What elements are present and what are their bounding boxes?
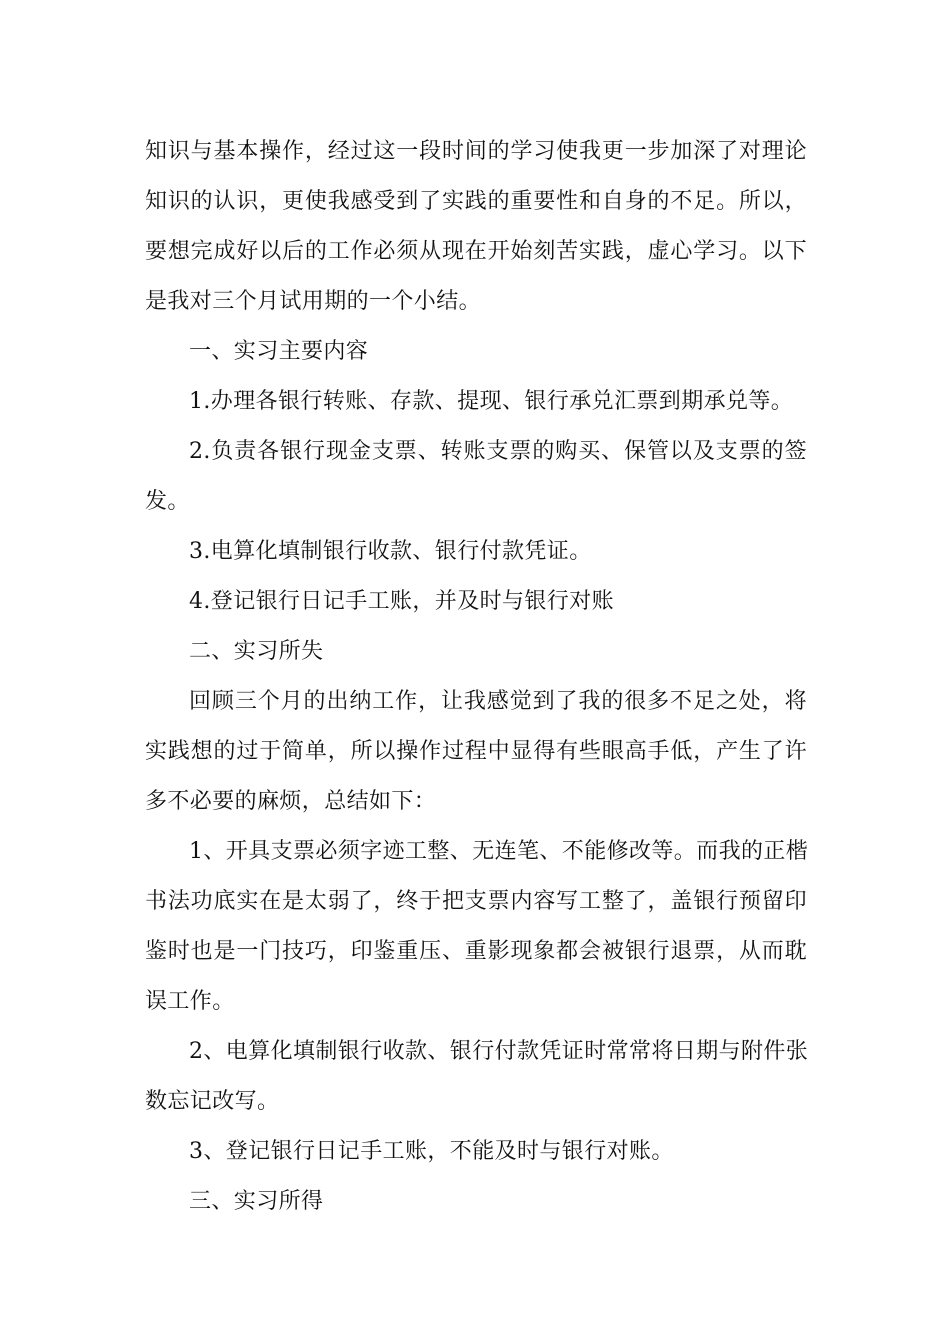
list-item: 4.登记银行日记手工账，并及时与银行对账 [189,589,614,614]
text-line: 发。 [145,489,190,514]
text-line: 书法功底实在是太弱了，终于把支票内容写工整了，盖银行预留印 [145,889,807,914]
text-line: 鉴时也是一门技巧，印鉴重压、重影现象都会被银行退票，从而耽 [145,939,807,964]
text-line: 数忘记改写。 [145,1089,280,1114]
text-line: 知识的认识，更使我感受到了实践的重要性和自身的不足。所以， [145,189,807,214]
section-heading: 三、实习所得 [189,1189,324,1214]
section-heading: 一、实习主要内容 [189,339,369,364]
text-line: 多不必要的麻烦，总结如下： [145,789,437,814]
text-line: 知识与基本操作，经过这一段时间的学习使我更一步加深了对理论 [145,139,807,164]
list-item: 1.办理各银行转账、存款、提现、银行承兑汇票到期承兑等。 [189,389,794,414]
document-body [145,127,807,1227]
list-item: 2.负责各银行现金支票、转账支票的购买、保管以及支票的签 [189,439,807,464]
section-heading: 二、实习所失 [189,639,324,664]
text-line: 是我对三个月试用期的一个小结。 [145,289,482,314]
text-line: 误工作。 [145,989,235,1014]
list-item: 3、登记银行日记手工账，不能及时与银行对账。 [189,1139,674,1164]
text-line: 实践想的过于简单，所以操作过程中显得有些眼高手低，产生了许 [145,739,807,764]
list-item: 1、开具支票必须字迹工整、无连笔、不能修改等。而我的正楷 [189,839,809,864]
list-item: 3.电算化填制银行收款、银行付款凭证。 [189,539,592,564]
paragraph-start: 回顾三个月的出纳工作，让我感觉到了我的很多不足之处，将 [189,689,807,714]
list-item: 2、电算化填制银行收款、银行付款凭证时常常将日期与附件张 [189,1039,809,1064]
text-line: 要想完成好以后的工作必须从现在开始刻苦实践，虚心学习。以下 [145,239,807,264]
